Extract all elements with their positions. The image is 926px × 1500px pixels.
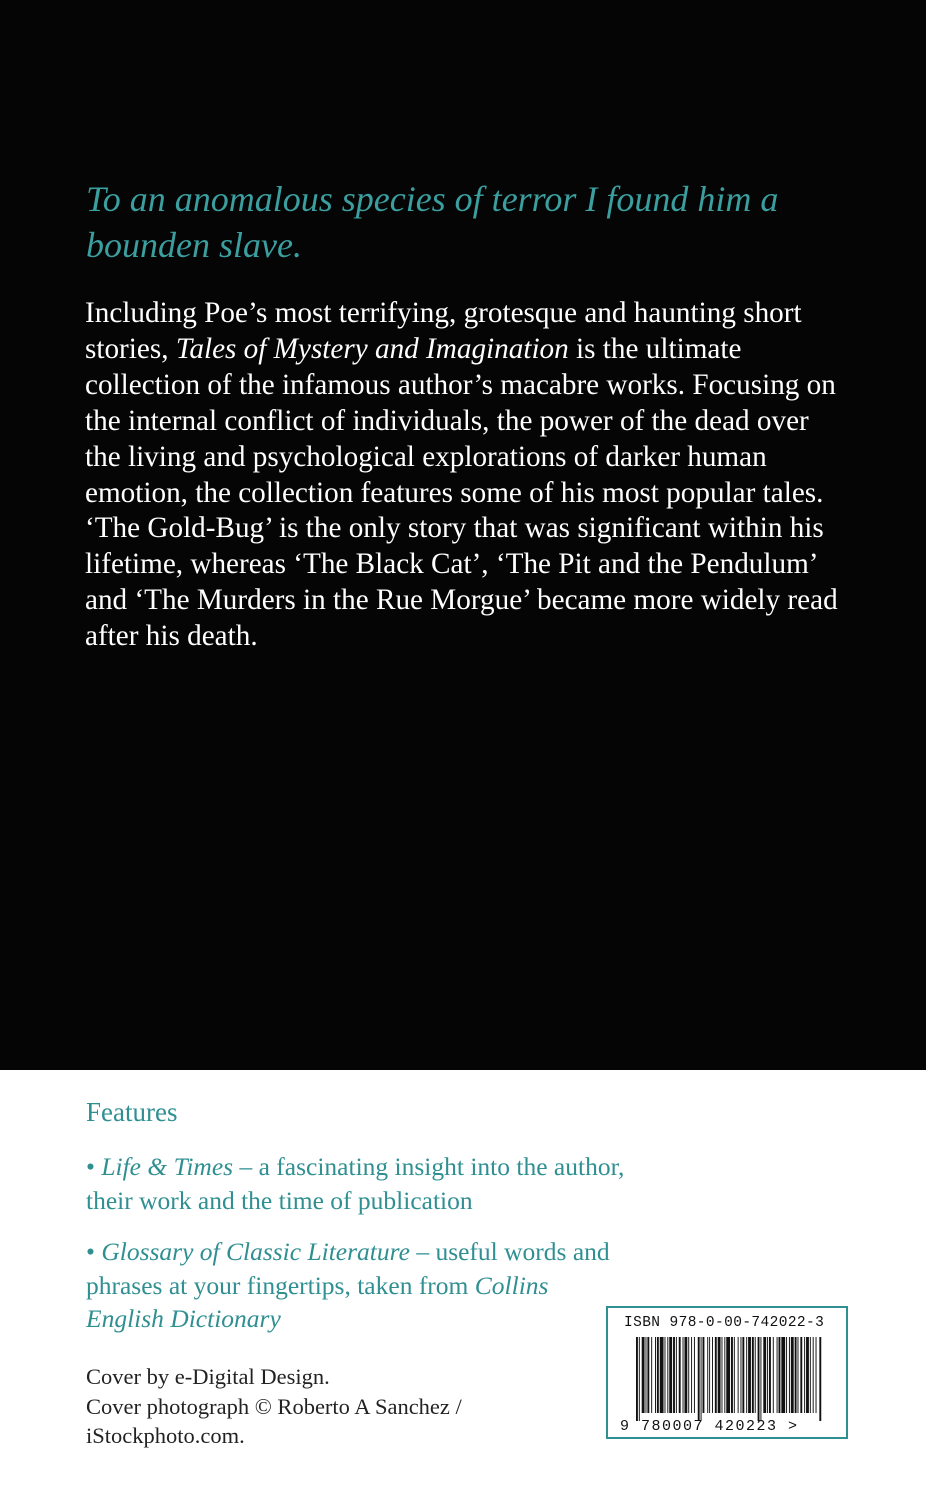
barcode-bar — [694, 1337, 695, 1413]
features-heading: Features — [86, 1097, 178, 1127]
barcode-bar — [795, 1337, 797, 1413]
barcode-bar — [804, 1337, 805, 1413]
feature-source: Collins English Dictionary — [86, 1270, 549, 1333]
barcode-bar — [741, 1337, 742, 1413]
feature-item-glossary — [86, 1235, 626, 1336]
barcode-bar — [779, 1337, 781, 1413]
book-description — [85, 296, 845, 655]
barcode-bar — [731, 1337, 733, 1413]
barcode-bar — [636, 1337, 638, 1421]
barcode-bar — [813, 1337, 814, 1413]
barcode-bar — [810, 1337, 811, 1413]
feature-text: – useful words and phrases at your fingertips, taken from — [86, 1237, 610, 1300]
barcode-bar — [647, 1337, 649, 1413]
description-part-1: Including Poe’s most terrifying, grotesque and haunting short stories, — [85, 297, 802, 365]
barcode-bar — [703, 1337, 705, 1413]
barcode-bar — [683, 1337, 684, 1413]
barcode-bar — [691, 1337, 692, 1413]
barcode-bar — [755, 1337, 756, 1413]
barcode-bar — [676, 1337, 677, 1413]
barcode-bar — [722, 1337, 723, 1413]
bullet: • — [86, 1152, 102, 1181]
barcode-bar — [709, 1337, 710, 1413]
barcode-bar — [712, 1337, 713, 1413]
barcode-bar — [715, 1337, 717, 1413]
barcode-bar — [646, 1337, 647, 1413]
credit-photograph: Cover photograph © Roberto A Sanchez / iStockphoto.com. — [86, 1393, 462, 1448]
barcode-bar — [669, 1337, 672, 1413]
bullet: • — [86, 1237, 102, 1266]
barcode-bar — [760, 1337, 761, 1421]
barcode-bar — [819, 1337, 821, 1421]
barcode-bar — [724, 1337, 725, 1413]
barcode-bar — [726, 1337, 730, 1413]
feature-item-life-and-times — [86, 1150, 626, 1217]
barcode-bar — [651, 1337, 652, 1413]
feature-text: – a fascinating insight into the author, their work and the time of publication — [86, 1152, 625, 1215]
isbn-barcode-box — [606, 1306, 848, 1439]
barcode-bar — [684, 1337, 687, 1413]
barcode-bar — [758, 1337, 760, 1421]
barcode-bar — [763, 1337, 766, 1413]
barcode-bar — [742, 1337, 744, 1413]
description-part-2: is the ultimate collection of the infamous author’s macabre works. Focusing on the internal conflict of individuals, the power of the dead over the living and psychological explorations of darker human emotion, the collection features some of his most popular tales. ‘The Gold-Bug’ is the only story that was significant within his lifetime, whereas ‘The Black Cat’, ‘The Pit and the Pendulum’ and ‘The Murders in the Rue Morgue’ became more widely read after his death. — [85, 332, 838, 653]
barcode-bar — [660, 1337, 664, 1413]
barcode-bar — [673, 1337, 675, 1413]
credit-design: Cover by e-Digital Design. — [86, 1364, 330, 1389]
barcode-bar — [777, 1337, 778, 1413]
barcode-icon — [636, 1337, 824, 1421]
barcode-bar — [698, 1337, 700, 1421]
barcode-bar — [806, 1337, 809, 1413]
barcode-bar — [767, 1337, 768, 1413]
barcode-digits: 9 780007 420223 > — [620, 1418, 799, 1435]
barcode-bar — [718, 1337, 721, 1413]
barcode-bar — [738, 1337, 739, 1413]
barcode-bar — [798, 1337, 799, 1413]
cover-credits — [86, 1362, 546, 1451]
barcode-bar — [791, 1337, 794, 1413]
barcode-bar — [734, 1337, 735, 1413]
barcode-bar — [816, 1337, 817, 1413]
barcode-bar — [655, 1337, 656, 1413]
barcode-bar — [679, 1337, 681, 1413]
barcode-bar — [707, 1337, 708, 1413]
barcode-bar — [748, 1337, 751, 1413]
barcode-bar — [781, 1337, 785, 1413]
barcode-bar — [667, 1337, 668, 1413]
barcode-bar — [688, 1337, 689, 1413]
isbn-label: ISBN 978-0-00-742022-3 — [624, 1315, 825, 1331]
barcode-bar — [701, 1337, 702, 1421]
barcode-bar — [639, 1337, 640, 1421]
barcode-bar — [800, 1337, 802, 1413]
epigraph-quote: To an anomalous species of terror I found him a bounden slave. — [86, 179, 779, 265]
barcode-bar — [746, 1337, 747, 1413]
barcode-bar — [786, 1337, 787, 1413]
barcode-bar — [752, 1337, 754, 1413]
barcode-bar — [665, 1337, 666, 1413]
barcode-bar — [657, 1337, 659, 1413]
feature-title: Glossary of Classic Literature — [101, 1237, 410, 1266]
barcode-bar — [769, 1337, 771, 1413]
barcode-bar — [642, 1337, 645, 1413]
barcode-bar — [789, 1337, 790, 1413]
book-title-italic: Tales of Mystery and Imagination — [175, 332, 569, 365]
barcode-bar — [773, 1337, 774, 1413]
feature-title: Life & Times — [101, 1152, 234, 1181]
